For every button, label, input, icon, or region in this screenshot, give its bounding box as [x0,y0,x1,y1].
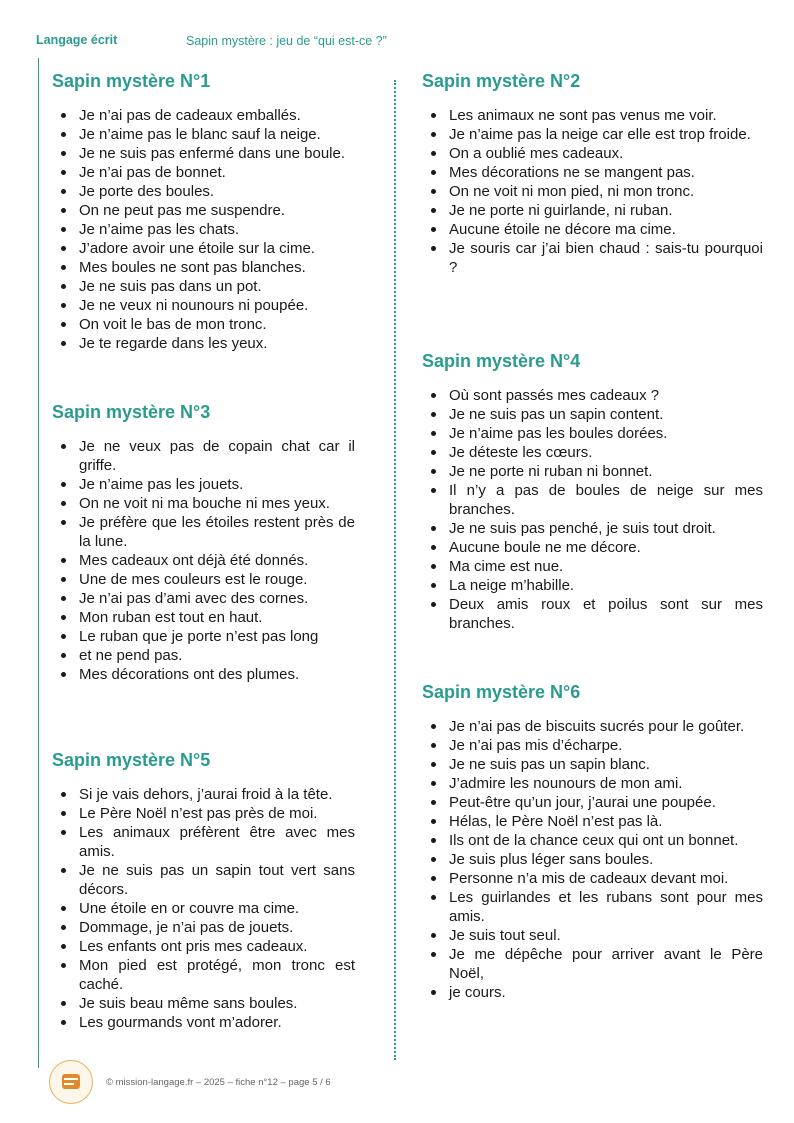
section-title: Sapin mystère N°4 [422,351,581,371]
clue-item: J’admire les nounours de mon ami. [422,774,763,793]
clue-item: Je n’ai pas de cadeaux emballés. [52,106,355,125]
column-divider [394,80,396,1060]
clue-list [52,437,355,684]
section-sapin-4 [422,350,763,633]
clue-item: Je ne suis pas dans un pot. [52,277,355,296]
clue-item: Il n’y a pas de boules de neige sur mes branches. [422,481,763,519]
clue-item: On ne peut pas me suspendre. [52,201,355,220]
section-title: Sapin mystère N°5 [52,750,211,770]
clue-item: Je suis plus léger sans boules. [422,850,763,869]
clue-item: Je ne veux ni nounours ni poupée. [52,296,355,315]
clue-item: Une étoile en or couvre ma cime. [52,899,355,918]
clue-item: Je souris car j’ai bien chaud : sais-tu pourquoi ? [422,239,763,277]
clue-item: Je ne suis pas penché, je suis tout droit. [422,519,763,538]
header-subject: Langage écrit [36,33,118,47]
mission-langage-logo [49,1060,93,1104]
clue-item: Je ne suis pas enfermé dans une boule. [52,144,355,163]
clue-item: Mes cadeaux ont déjà été donnés. [52,551,355,570]
clue-item: Je me dépêche pour arriver avant le Père Noël, [422,945,763,983]
clue-item: Je n’aime pas la neige car elle est trop froide. [422,125,763,144]
clue-item: Ils ont de la chance ceux qui ont un bonnet. [422,831,763,850]
clue-item: Deux amis roux et poilus sont sur mes branches. [422,595,763,633]
section-title: Sapin mystère N°3 [52,402,211,422]
clue-item: Je ne porte ni ruban ni bonnet. [422,462,763,481]
clue-item: Peut-être qu’un jour, j’aurai une poupée. [422,793,763,812]
clue-item: Je n’ai pas d’ami avec des cornes. [52,589,355,608]
clue-item: Je préfère que les étoiles restent près de la lune. [52,513,355,551]
section-sapin-5 [52,749,355,1032]
clue-item: Dommage, je n’ai pas de jouets. [52,918,355,937]
clue-item: On voit le bas de mon tronc. [52,315,355,334]
clue-item: et ne pend pas. [52,646,355,665]
clue-item: Mon pied est protégé, mon tronc est caché. [52,956,355,994]
clue-item: Les enfants ont pris mes cadeaux. [52,937,355,956]
clue-item: Aucune étoile ne décore ma cime. [422,220,763,239]
section-title: Sapin mystère N°6 [422,682,581,702]
clue-item: Si je vais dehors, j’aurai froid à la tête. [52,785,355,804]
footer-copyright: © mission-langage.fr – 2025 – fiche n°12 – page 5 / 6 [106,1077,331,1088]
clue-item: Je n’aime pas les chats. [52,220,355,239]
clue-item: je cours. [422,983,763,1002]
clue-item: Je n’aime pas les jouets. [52,475,355,494]
section-sapin-1 [52,70,355,353]
clue-list [52,106,355,353]
clue-item: La neige m’habille. [422,576,763,595]
clue-item: Une de mes couleurs est le rouge. [52,570,355,589]
logo-line [64,1083,74,1085]
clue-item: Je n’ai pas de biscuits sucrés pour le goûter. [422,717,763,736]
clue-item: Où sont passés mes cadeaux ? [422,386,763,405]
clue-item: Personne n’a mis de cadeaux devant moi. [422,869,763,888]
clue-item: Le ruban que je porte n’est pas long [52,627,355,646]
clue-item: Mes décorations ont des plumes. [52,665,355,684]
clue-item: Je n’aime pas le blanc sauf la neige. [52,125,355,144]
clue-item: Les gourmands vont m’adorer. [52,1013,355,1032]
clue-item: On a oublié mes cadeaux. [422,144,763,163]
clue-item: Je déteste les cœurs. [422,443,763,462]
clue-item: Je ne veux pas de copain chat car il griffe. [52,437,355,475]
clue-item: Je ne suis pas un sapin blanc. [422,755,763,774]
clue-item: Je suis beau même sans boules. [52,994,355,1013]
section-sapin-6 [422,681,763,1002]
clue-item: Le Père Noël n’est pas près de moi. [52,804,355,823]
clue-item: Les guirlandes et les rubans sont pour mes amis. [422,888,763,926]
clue-item: On ne voit ni ma bouche ni mes yeux. [52,494,355,513]
clue-list [422,717,763,1002]
clue-list [422,386,763,633]
logo-line [64,1078,78,1080]
clue-item: Je n’aime pas les boules dorées. [422,424,763,443]
clue-list [52,785,355,1032]
clue-item: Je n’ai pas mis d’écharpe. [422,736,763,755]
header-title: Sapin mystère : jeu de “qui est-ce ?” [186,34,387,48]
book-icon [62,1074,80,1089]
left-margin-rule [38,58,39,1068]
clue-item: Je ne porte ni guirlande, ni ruban. [422,201,763,220]
clue-item: J’adore avoir une étoile sur la cime. [52,239,355,258]
clue-item: Hélas, le Père Noël n’est pas là. [422,812,763,831]
section-title: Sapin mystère N°2 [422,71,581,91]
clue-item: Les animaux préfèrent être avec mes amis. [52,823,355,861]
clue-item: Je ne suis pas un sapin tout vert sans décors. [52,861,355,899]
section-title: Sapin mystère N°1 [52,71,211,91]
clue-item: Je ne suis pas un sapin content. [422,405,763,424]
clue-item: Je n’ai pas de bonnet. [52,163,355,182]
section-sapin-3 [52,401,355,684]
clue-item: Ma cime est nue. [422,557,763,576]
section-sapin-2 [422,70,763,277]
clue-list [422,106,763,277]
clue-item: Je suis tout seul. [422,926,763,945]
clue-item: On ne voit ni mon pied, ni mon tronc. [422,182,763,201]
clue-item: Mon ruban est tout en haut. [52,608,355,627]
clue-item: Les animaux ne sont pas venus me voir. [422,106,763,125]
clue-item: Mes décorations ne se mangent pas. [422,163,763,182]
clue-item: Je porte des boules. [52,182,355,201]
clue-item: Aucune boule ne me décore. [422,538,763,557]
clue-item: Mes boules ne sont pas blanches. [52,258,355,277]
clue-item: Je te regarde dans les yeux. [52,334,355,353]
